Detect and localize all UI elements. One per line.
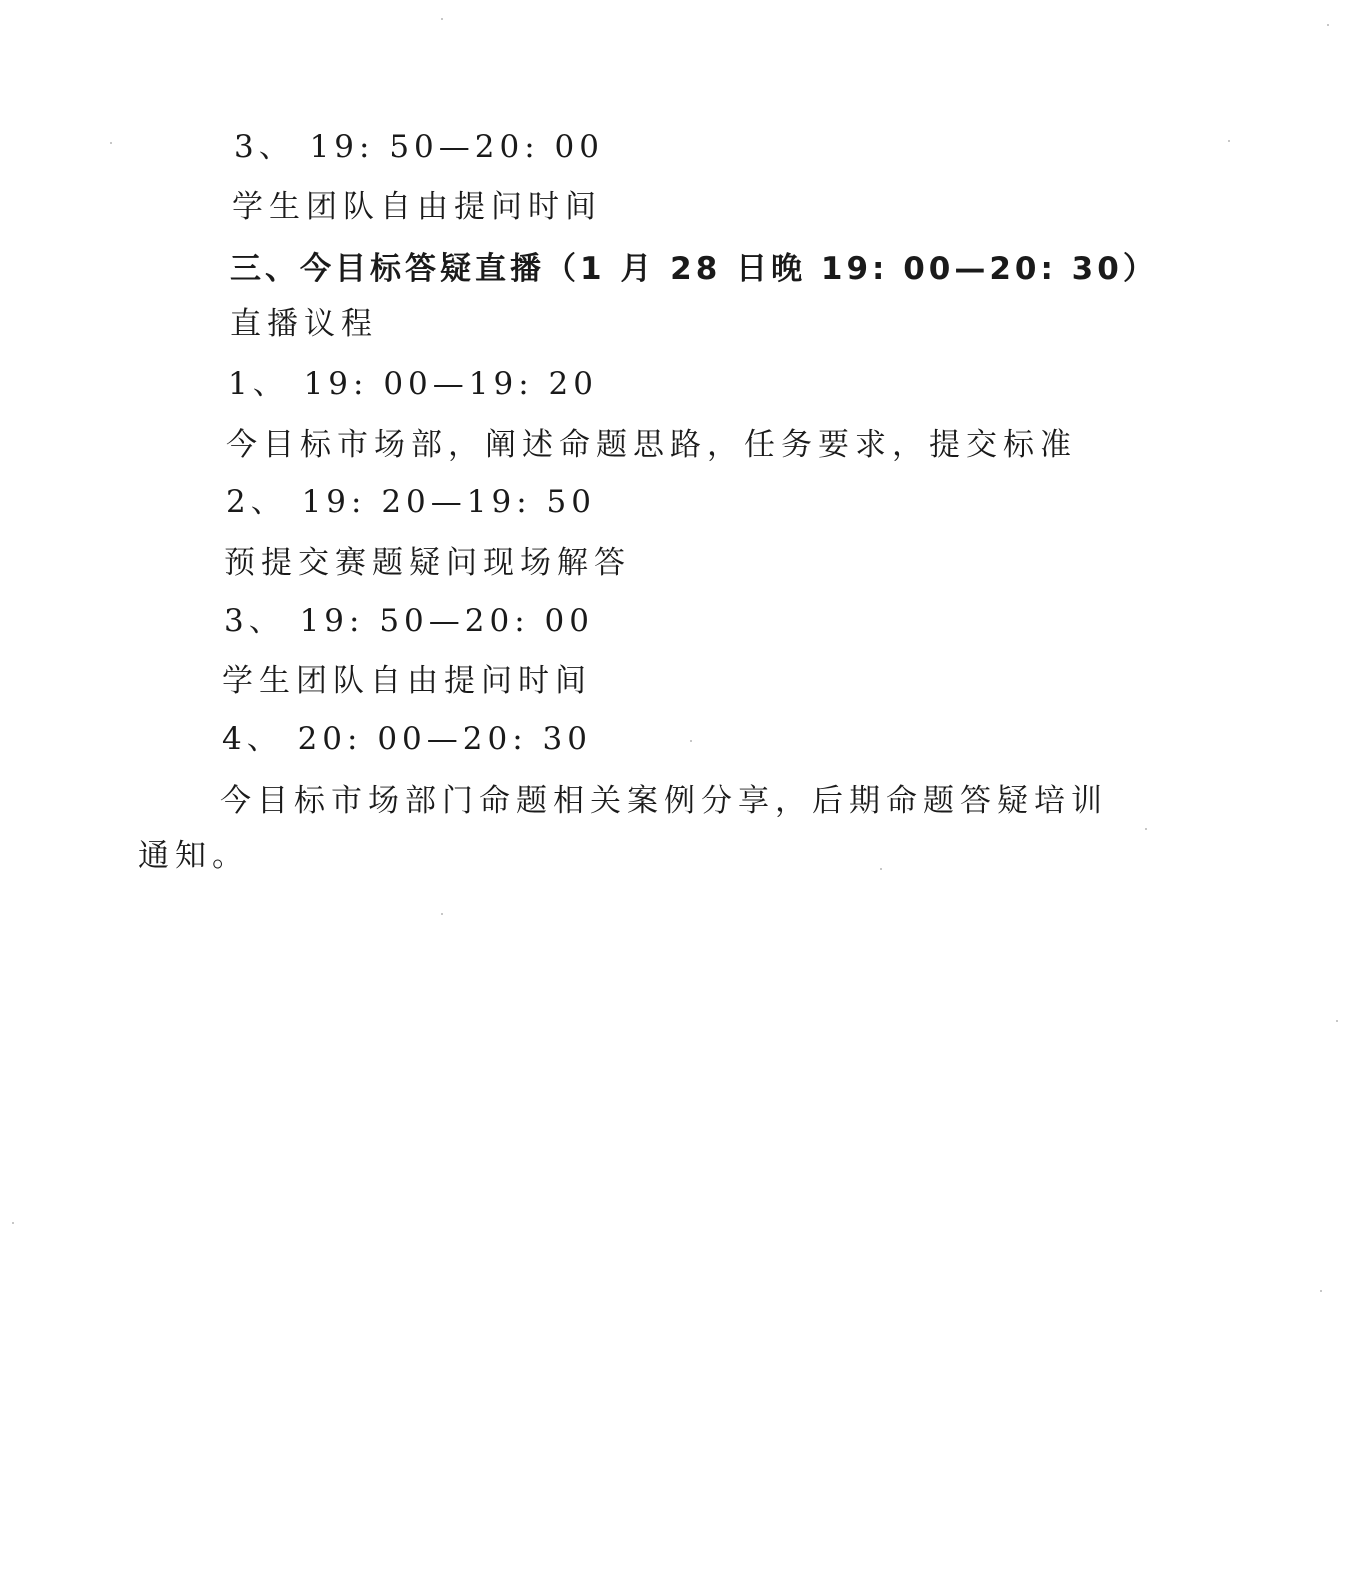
agenda-item-1-desc: 今目标市场部，阐述命题思路，任务要求，提交标准 (226, 427, 1077, 463)
agenda-item-4-desc-continued: 通知。 (138, 838, 249, 874)
scan-speck (1145, 828, 1147, 830)
scan-speck (12, 1222, 14, 1224)
agenda-item-4-time: 4、 20: 00—20: 30 (222, 721, 592, 757)
scan-speck (1327, 24, 1329, 26)
agenda-title: 直播议程 (230, 306, 378, 342)
agenda-item-2-desc: 预提交赛题疑问现场解答 (224, 545, 631, 581)
scan-speck (1320, 1290, 1322, 1292)
scan-speck (1228, 140, 1230, 142)
agenda-item-2-time: 2、 19: 20—19: 50 (226, 484, 596, 520)
scan-speck (441, 18, 443, 20)
agenda-item-3-desc: 学生团队自由提问时间 (222, 663, 592, 699)
agenda-item-1-time: 1、 19: 00—19: 20 (228, 366, 598, 402)
section-heading: 三、今目标答疑直播（1 月 28 日晚 19: 00—20: 30） (230, 251, 1158, 287)
scan-speck (1336, 1020, 1338, 1022)
agenda-item-3-time: 3、 19: 50—20: 00 (224, 603, 594, 639)
agenda-item-4-desc: 今目标市场部门命题相关案例分享，后期命题答疑培训 (220, 783, 1108, 819)
scan-speck (690, 740, 692, 742)
scan-speck (880, 868, 882, 870)
scan-speck (110, 142, 112, 144)
scan-speck (441, 913, 443, 915)
schedule-item-3-desc: 学生团队自由提问时间 (232, 189, 602, 225)
schedule-item-3-time: 3、 19: 50—20: 00 (234, 129, 604, 165)
